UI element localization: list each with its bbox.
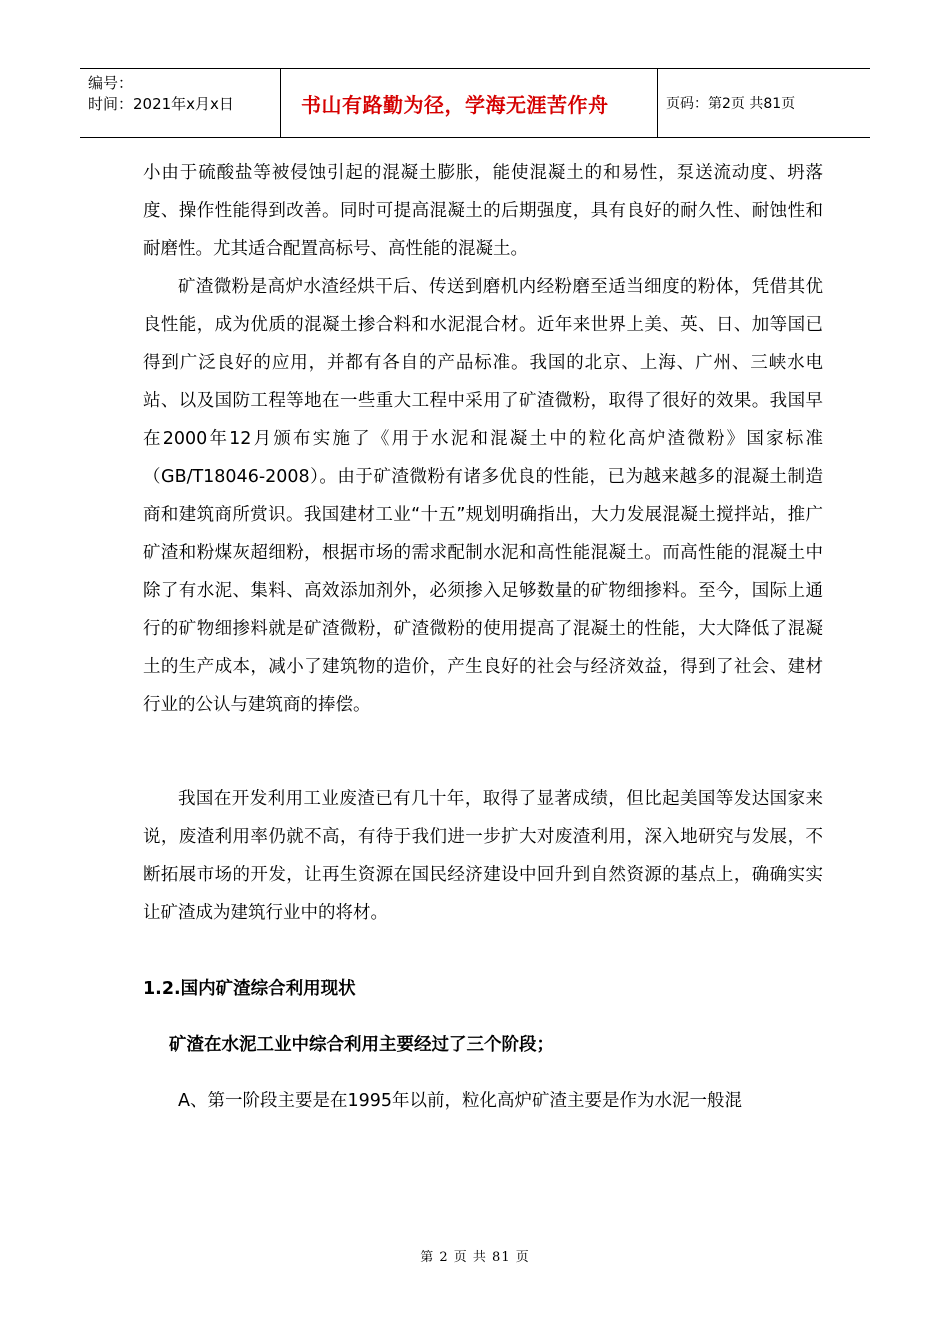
- spacer: [143, 1008, 823, 1026]
- paragraph-3: 我国在开发利用工业废渣已有几十年，取得了显著成绩，但比起美国等发达国家来说，废渣利用率仍就不高，有待于我们进一步扩大对废渣利用，深入地研究与发展，不断拓展市场的开发，让再生资源在国民经济建设中回升到自然资源的基点上，确确实实让矿渣成为建筑行业中的将材。: [143, 789, 823, 923]
- subsection-heading: 矿渣在水泥工业中综合利用主要经过了三个阶段；: [169, 1035, 554, 1055]
- header-page-info: 页码：第2页 共81页: [666, 96, 796, 112]
- paragraph-2: 矿渣微粉是高炉水渣经烘干后、传送到磨机内经粉磨至适当细度的粉体，凭借其优良性能，成为优质的混凝土掺合料和水泥混合材。近年来世界上美、英、日、加等国已得到广泛良好的应用，并都有各自的产品标准。我国的北京、上海、广州、三峡水电站、以及国防工程等地在一些重大工程中采用了矿渣微粉，取得了很好的效果。我国早在2000年12月颁布实施了《用于水泥和混凝土中的粒化高炉渣微粉》国家标准（GB/T18046-2008）。由于矿渣微粉有诸多优良的性能，已为越来越多的混凝土制造商和建筑商所赏识。我国建材工业“十五”规划明确指出，大力发展混凝土搅拌站，推广矿渣和粉煤灰超细粉，根据市场的需求配制水泥和高性能混凝土。而高性能的混凝土中除了有水泥、集料、高效添加剂外，必须掺入足够数量的矿物细掺料。至今，国际上通行的矿物细掺料就是矿渣微粉，矿渣微粉的使用提高了混凝土的性能，大大降低了混凝土的生产成本，减小了建筑物的造价，产生良好的社会与经济效益，得到了社会、建材行业的公认与建筑商的捧偿。: [143, 277, 823, 715]
- spacer: [143, 762, 823, 780]
- section-heading: 1.2.国内矿渣综合利用现状: [143, 979, 356, 999]
- header-page-info-cell: [658, 69, 870, 137]
- spacer: [143, 1064, 823, 1082]
- header-motto: 书山有路勤为径，学海无涯苦作舟: [301, 92, 609, 117]
- number-label: 编号：: [88, 74, 134, 92]
- document-header: [80, 68, 870, 138]
- header-meta: [80, 69, 281, 137]
- spacer: [143, 932, 823, 970]
- paragraph-1: 小由于硫酸盐等被侵蚀引起的混凝土膨胀，能使混凝土的和易性，泵送流动度、坍落度、操作性能得到改善。同时可提高混凝土的后期强度，具有良好的耐久性、耐蚀性和耐磨性。尤其适合配置高标号、高性能的混凝土。: [143, 163, 823, 259]
- paragraph-4: A、第一阶段主要是在1995年以前，粒化高炉矿渣主要是作为水泥一般混: [178, 1091, 743, 1111]
- spacer: [143, 724, 823, 762]
- header-motto-cell: [281, 69, 658, 137]
- date-label: 时间：2021年x月x日: [88, 95, 234, 113]
- document-body: [143, 154, 823, 1120]
- page-footer: 第 2 页 共 81 页: [420, 1250, 530, 1265]
